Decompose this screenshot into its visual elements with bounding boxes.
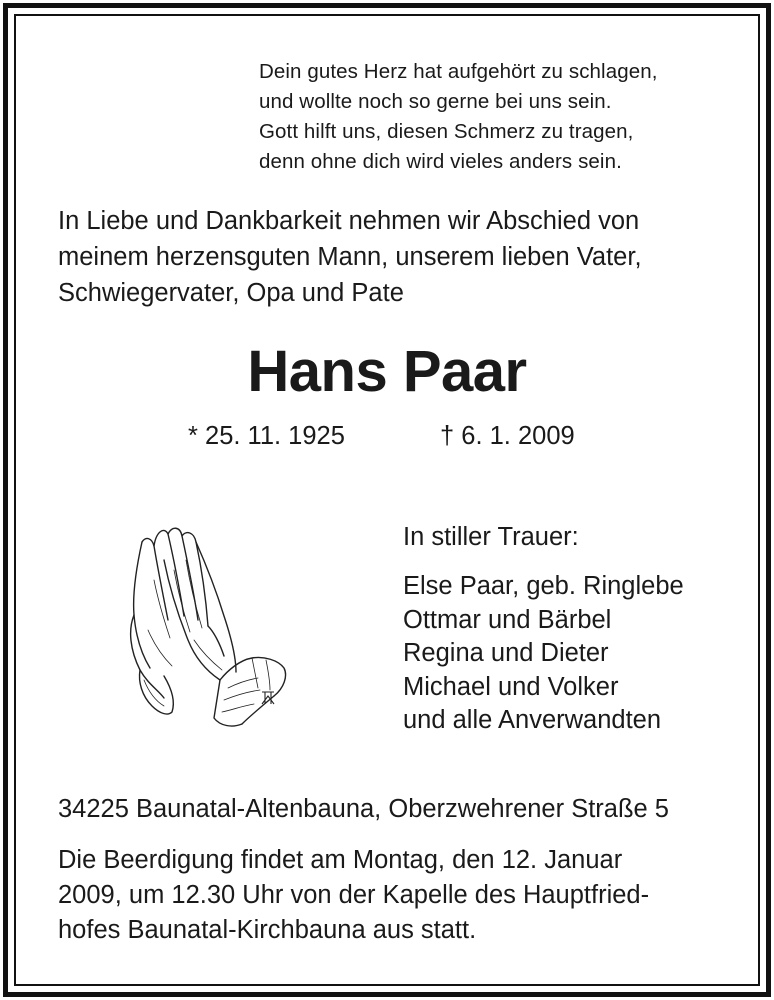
death-date: † 6. 1. 2009	[440, 422, 575, 450]
mourner-list	[403, 570, 684, 738]
address: 34225 Baunatal-Altenbauna, Oberzwehrener Straße 5	[58, 795, 669, 823]
mourner-name: Michael und Volker	[403, 672, 619, 701]
poem-line: Gott hilft uns, diesen Schmerz zu tragen,	[259, 120, 634, 143]
mourning-heading: In stiller Trauer:	[403, 523, 579, 551]
intro-line: meinem herzensguten Mann, unserem lieben Vater,	[58, 243, 642, 271]
poem-line: und wollte noch so gerne bei uns sein.	[259, 90, 612, 113]
funeral-line: hofes Baunatal-Kirchbauna aus statt.	[58, 916, 477, 944]
deceased-name: Hans Paar	[247, 339, 527, 404]
intro-line: In Liebe und Dankbarkeit nehmen wir Abschied von	[58, 207, 640, 235]
funeral-line: Die Beerdigung findet am Montag, den 12. Januar	[58, 846, 623, 874]
intro-text	[58, 203, 728, 311]
poem-line: Dein gutes Herz hat aufgehört zu schlagen,	[259, 60, 658, 83]
mourner-name: Regina und Dieter	[403, 639, 609, 667]
funeral-notice	[58, 843, 718, 948]
mourner-name: Ottmar und Bärbel	[403, 605, 612, 634]
praying-hands-icon	[124, 520, 294, 732]
funeral-line: 2009, um 12.30 Uhr von der Kapelle des Hauptfried-	[58, 881, 650, 909]
intro-line: Schwiegervater, Opa und Pate	[58, 279, 404, 307]
poem	[259, 57, 729, 177]
poem-line: denn ohne dich wird vieles anders sein.	[259, 150, 622, 173]
mourner-name: Else Paar, geb. Ringlebe	[403, 572, 684, 600]
birth-date: * 25. 11. 1925	[188, 422, 345, 450]
mourner-name: und alle Anverwandten	[403, 706, 662, 734]
